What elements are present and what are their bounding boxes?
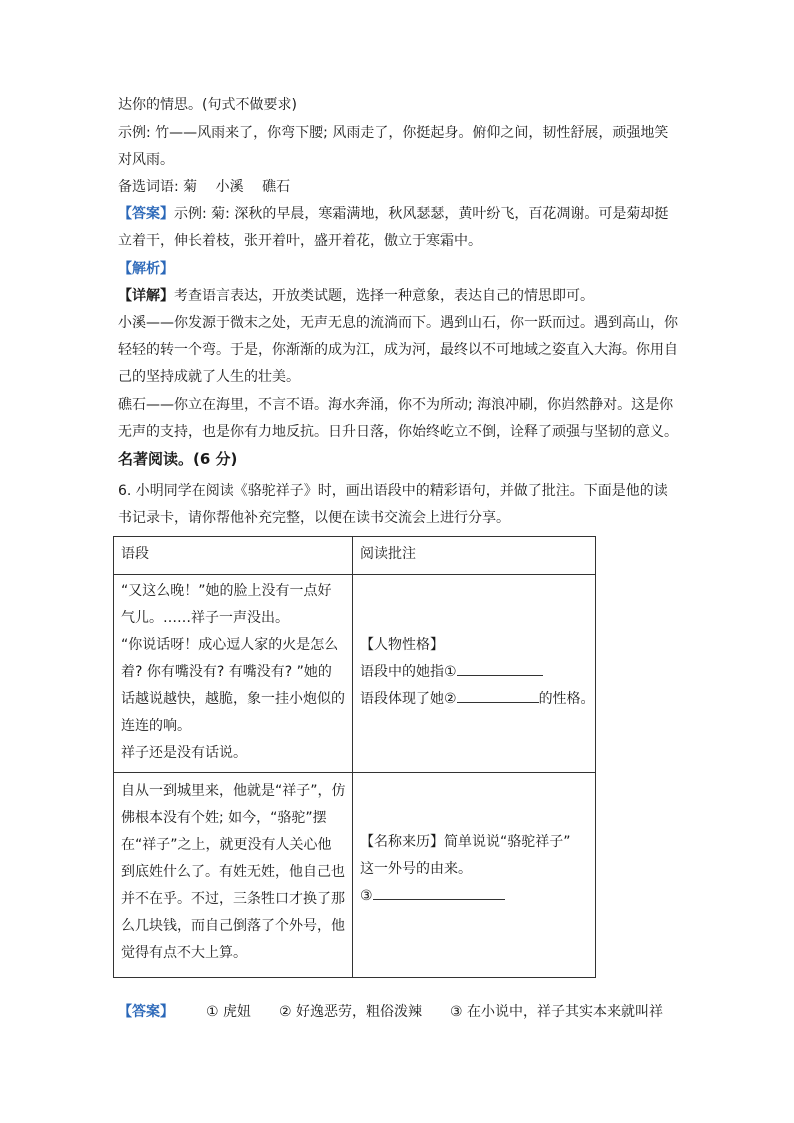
text-line: 达你的情思。(句式不做要求) [118,97,297,113]
annotation-title: 【人物性格】 [360,637,444,653]
answer-blank-1[interactable] [457,661,543,676]
header-cell: 阅读批注 [353,537,596,575]
passage-line: 在“祥子”之上，就更没有人关心他 [121,837,332,853]
annotation-title: 【名称来历】 [360,834,444,850]
text-line: 示例: 竹——风雨来了，你弯下腰; 风雨走了，你挺起身。俯仰之间，韧性舒展，顽强地笑 [118,125,669,141]
text-line: 对风雨。 [118,152,174,168]
passage-cell [114,773,353,978]
text-line: 己的坚持成就了人生的壮美。 [118,369,300,385]
annotation-cell [353,773,596,978]
text-line: 立着干，伸长着枝，张开着叶，盛开着花，傲立于寒霜中。 [118,233,482,249]
answer-paragraph [118,204,668,224]
annotation-line: 这一外号的由来。 [360,861,472,877]
annotation-line: 语段中的她指① [360,659,595,686]
reading-record-card [113,536,596,978]
text-line: 轻轻的转一个弯。于是，你渐渐的成为江，成为河，最终以不可地域之姿直入大海。你用自 [118,342,678,358]
question-text: 6. 小明同学在阅读《骆驼祥子》时，画出语段中的精彩语句，并做了批注。下面是他的读 [118,483,668,499]
passage-line: 祥子还是没有话说。 [121,745,247,761]
question-text: 书记录卡，请你帮他补充完整，以便在读书交流会上进行分享。 [118,510,510,526]
passage-line: 话越说越快，越脆，象一挂小炮似的 [121,691,345,707]
header-cell: 语段 [114,537,353,575]
answer-text: 示例: 菊: 深秋的早晨，寒霜满地，秋风瑟瑟，黄叶纷飞，百花凋谢。可是菊却挺 [174,206,669,222]
section-heading: 名著阅读。(6 分) [118,450,238,468]
answer-item: ③ 在小说中，祥子其实本来就叫祥 [450,1004,664,1020]
annotation-cell [353,575,596,773]
text-line: 无声的支持，也是你有力地反抗。日升日落，你始终屹立不倒，诠释了顽强与坚韧的意义。 [118,424,678,440]
answer-label: 【答案】 [118,206,174,222]
passage-line: 到底姓什么了。有姓无姓，他自己也 [121,864,345,880]
passage-line: 气儿。……祥子一声没出。 [121,610,289,626]
detail-text: 考查语言表达，开放类试题，选择一种意象，表达自己的情思即可。 [174,288,594,304]
answer-blank-2[interactable] [457,688,539,703]
annotation-line: 【名称来历】简单说说“骆驼祥子” [360,834,571,850]
passage-line: “又这么晚！”她的脸上没有一点好 [121,583,332,599]
table-row [114,575,596,773]
passage-line: “你说话呀！成心逗人家的火是怎么 [121,637,339,653]
text-line: 备选词语: 菊 小溪 礁石 [118,179,291,195]
table-header-row [114,537,596,575]
answer-blank-3[interactable] [373,885,505,900]
passage-line: 自从一到城里来，他就是“祥子”，仿 [121,783,346,799]
table-row [114,773,596,978]
passage-cell [114,575,353,773]
passage-line: 并不在乎。不过，三条牲口才换了那 [121,891,345,907]
detail-label: 【详解】 [118,288,174,304]
passage-line: 连连的响。 [121,718,191,734]
text-line: 小溪——你发源于微末之处，无声无息的流淌而下。遇到山石，你一跃而过。遇到高山，你 [118,315,678,331]
passage-line: 着? 你有嘴没有? 有嘴没有? ”她的 [121,664,332,680]
answers-line [118,1002,663,1022]
text-line: 礁石——你立在海里，不言不语。海水奔涌，你不为所动; 海浪冲刷，你岿然静对。这是你 [118,397,674,413]
answer-item: ① 虎妞 [206,1004,252,1020]
answer-item: ② 好逸恶劳，粗俗泼辣 [279,1004,423,1020]
annotation-line: ③ [360,883,595,910]
analysis-label: 【解析】 [118,261,174,277]
annotation-line: 语段体现了她② 的性格。 [360,686,595,713]
passage-line: 觉得有点不大上算。 [121,945,247,961]
passage-line: 么几块钱，而自己倒落了个外号，他 [121,918,345,934]
answer-label: 【答案】 [118,1004,174,1020]
passage-line: 佛根本没有个姓; 如今，“骆驼”摆 [121,810,327,826]
detail-paragraph [118,286,594,306]
